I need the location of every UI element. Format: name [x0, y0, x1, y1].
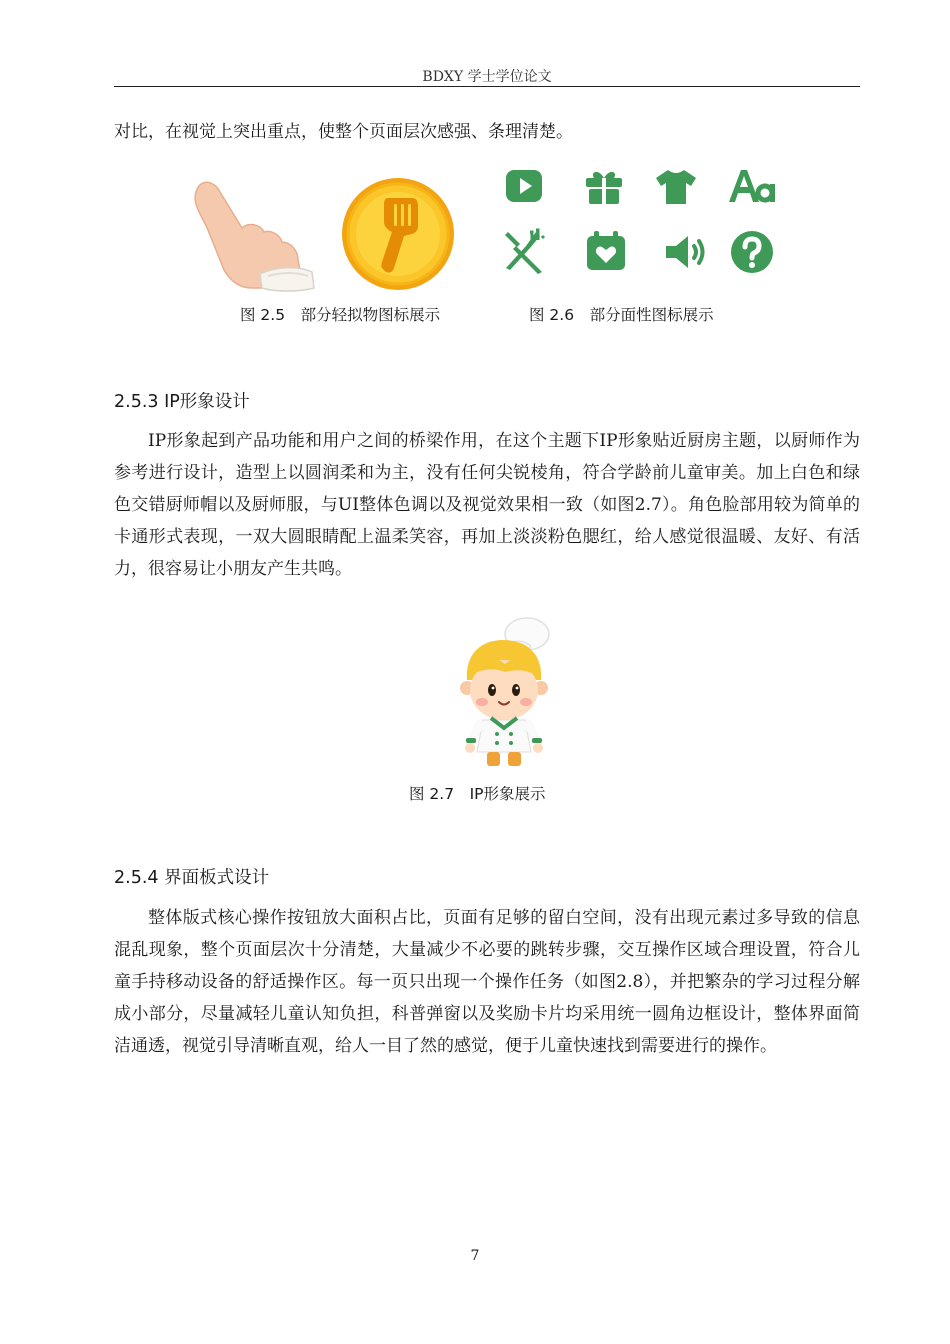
section-2-5-3-text: IP形象起到产品功能和用户之间的桥梁作用，在这个主题下IP形象贴近厨房主题，以厨师作为参考进行设计，造型上以圆润柔和为主，没有任何尖锐棱角，符合学龄前儿童审美。加上白色和绿色交错厨师帽以及厨师服，与UI整体色调以及视觉效果相一致（如图2.7）。角色脸部用较为简单的卡通形式表现，一双大圆眼睛配上温柔笑容，再加上淡淡粉色腮红，给人感觉很温暖、友好、有活力，很容易让小朋友产生共鸣。: [114, 431, 860, 579]
gift-icon: [580, 162, 628, 210]
section-2-5-4-body: [114, 902, 860, 1062]
chef-ip-character: [455, 612, 555, 772]
page-number: 7: [470, 1248, 480, 1264]
play-icon: [500, 162, 548, 210]
calendar-heart-icon: [582, 228, 630, 276]
intro-text: 对比，在视觉上突出重点，使整个页面层次感强、条理清楚。: [114, 122, 573, 142]
figure-2-7-caption: 图 2.7 IP形象展示: [409, 785, 546, 803]
figure-2-5-caption: 图 2.5 部分轻拟物图标展示: [240, 306, 441, 324]
pointing-hand-icon: [195, 182, 314, 291]
figure-2-5: [190, 170, 460, 295]
header-rule: [114, 86, 860, 87]
gold-coin-spatula-icon: [342, 178, 454, 290]
intro-paragraph: [114, 116, 860, 148]
running-header: BDXY 学士学位论文: [422, 69, 552, 85]
speaker-icon: [662, 228, 710, 276]
utensils-icon: [500, 228, 548, 276]
skeuomorphic-icons: [190, 170, 460, 295]
figure-2-6-caption: 图 2.6 部分面性图标展示: [529, 306, 714, 324]
section-2-5-4-text: 整体版式核心操作按钮放大面积占比，页面有足够的留白空间，没有出现元素过多导致的信息混乱现象，整个页面层次十分清楚，大量减少不必要的跳转步骤，交互操作区域合理设置，符合儿童手持移动设备的舒适操作区。每一页只出现一个操作任务（如图2.8），并把繁杂的学习过程分解成小部分，尽量减轻儿童认知负担，科普弹窗以及奖励卡片均采用统一圆角边框设计，整体界面简洁通透，视觉引导清晰直观，给人一目了然的感觉，便于儿童快速找到需要进行的操作。: [114, 908, 860, 1056]
section-2-5-3-heading: 2.5.3 IP形象设计: [114, 392, 250, 412]
section-2-5-3-body: [114, 425, 860, 585]
font-icon: [726, 162, 774, 210]
figure-2-6: [496, 160, 781, 280]
section-2-5-4-heading: 2.5.4 界面板式设计: [114, 868, 270, 888]
tshirt-icon: [652, 162, 700, 210]
help-icon: [728, 228, 776, 276]
